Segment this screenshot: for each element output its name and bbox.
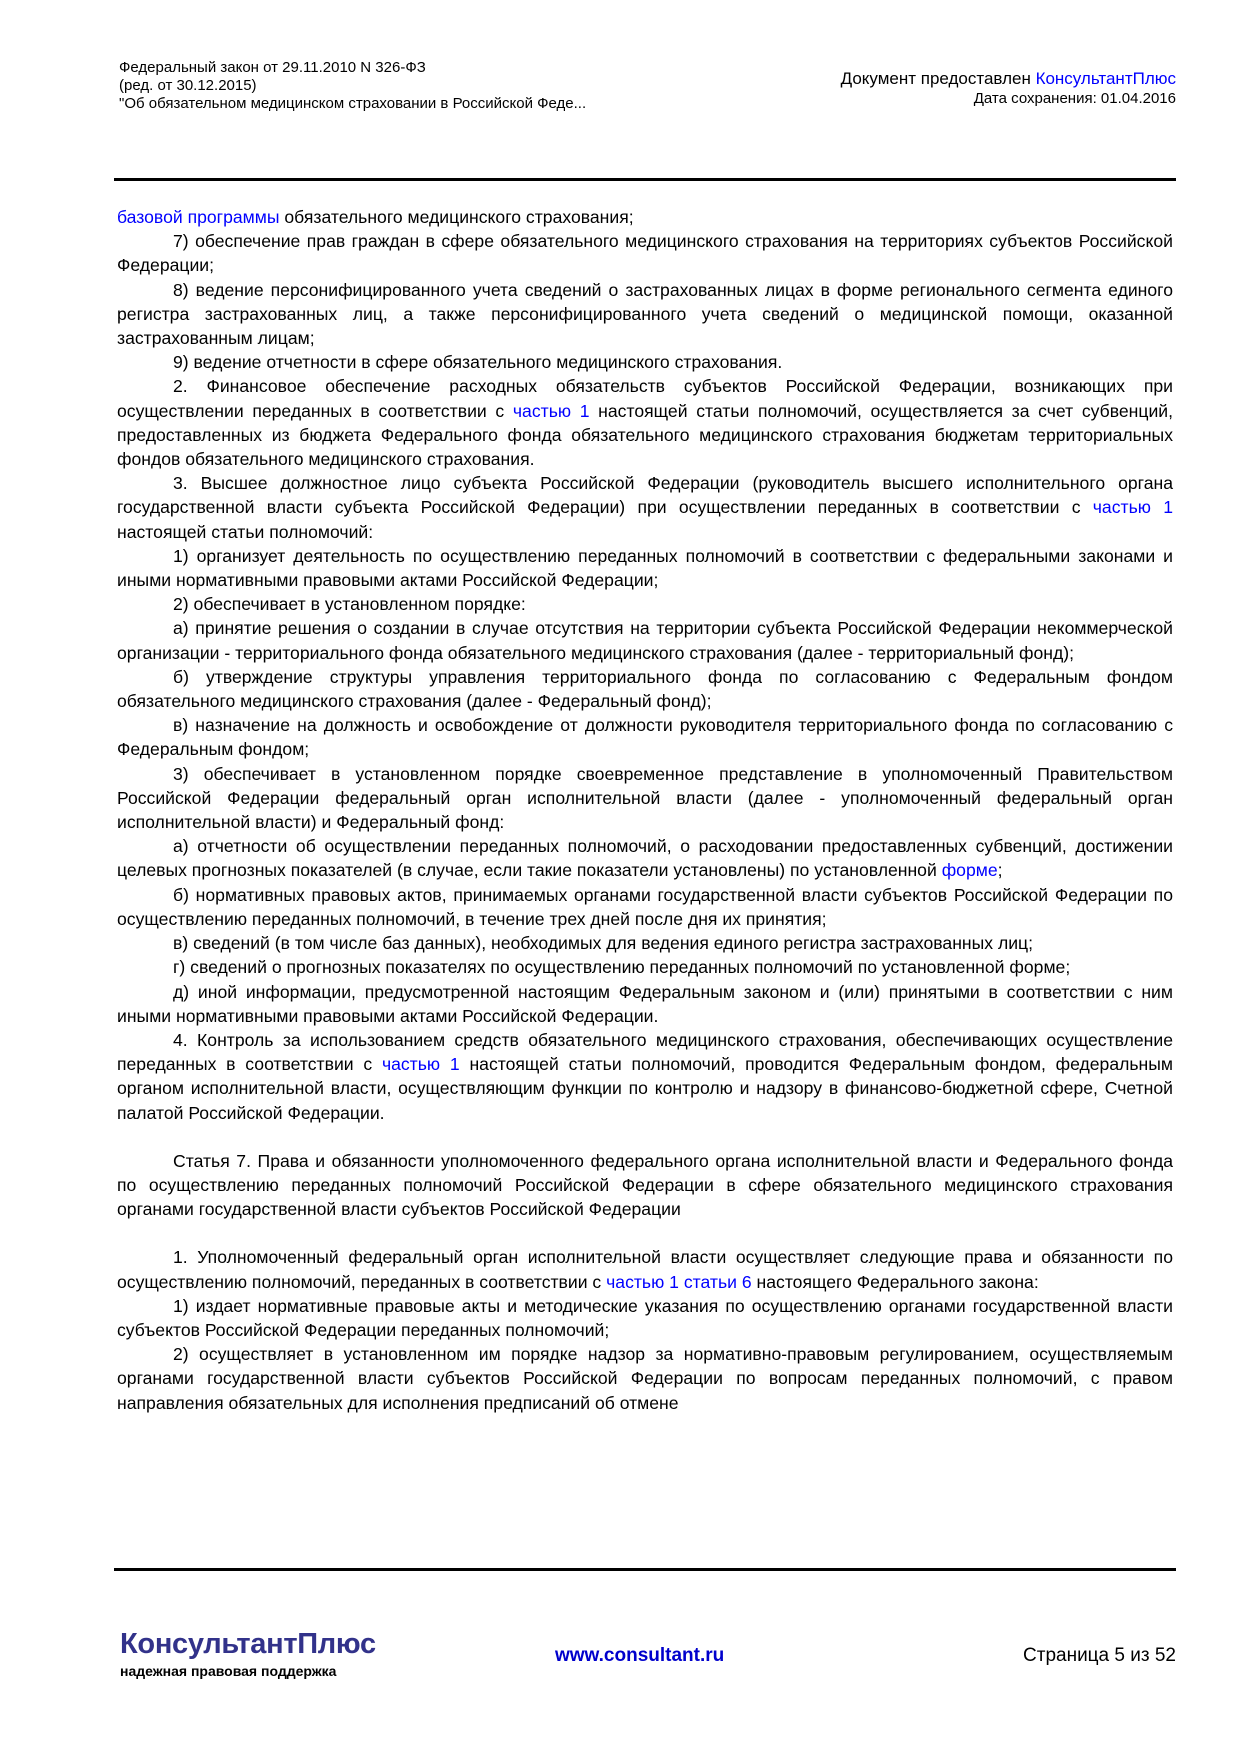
paragraph: в) сведений (в том числе баз данных), необходимых для ведения единого регистра застрахованных лиц;	[173, 933, 1034, 954]
paragraph: 3. Высшее должностное лицо субъекта Российской Федерации (руководитель высшего исполнительного органа государственной власти субъекта Российской Федерации) при осуществлении переданных в соответствии с частью 1 настоящей статьи полномочий:	[117, 473, 1173, 542]
part-1-link[interactable]: частью 1	[512, 400, 590, 421]
paragraph: 1. Уполномоченный федеральный орган исполнительной власти осуществляет следующие права и обязанности по осуществлению полномочий, переданных в соответствии с частью 1 статьи 6 настоящего Федерального закона:	[117, 1247, 1173, 1292]
part-1-link[interactable]: частью 1	[1092, 497, 1173, 518]
provider-brand-link[interactable]: КонсультантПлюс	[1035, 69, 1176, 88]
paragraph: 1) организует деятельность по осуществлению переданных полномочий в соответствии с федеральными законами и иными нормативными правовыми актами Российской Федерации;	[117, 545, 1173, 591]
paragraph: 2) осуществляет в установленном им порядке надзор за нормативно-правовым регулированием, осуществляемым органами государственной власти субъектов Российской Федерации по вопросам переданных полномочий, с правом направления обязательных для исполнения предписаний об отмене	[117, 1344, 1173, 1413]
paragraph: а) принятие решения о создании в случае отсутствия на территории субъекта Российской Федерации некоммерческой организации - территориального фонда обязательного медицинского страхования (далее - территориальный фонд);	[117, 618, 1173, 663]
part-1-link[interactable]: частью 1	[381, 1054, 460, 1075]
paragraph: в) назначение на должность и освобождение от должности руководителя территориального фонда по согласованию с Федеральным фондом;	[117, 715, 1173, 760]
logo-tagline: надежная правовая поддержка	[120, 1663, 337, 1679]
paragraph: 1) издает нормативные правовые акты и методические указания по осуществлению органами государственной власти субъектов Российской Федерации переданных полномочий;	[117, 1295, 1173, 1340]
footer-divider	[114, 1568, 1176, 1571]
paragraph: б) утверждение структуры управления территориального фонда по согласованию с Федеральным фондом обязательного медицинского страхования (далее - Федеральный фонд);	[117, 666, 1173, 712]
paragraph: 2. Финансовое обеспечение расходных обязательств субъектов Российской Федерации, возникающих при осуществлении переданных в соответствии с частью 1 настоящей статьи полномочий, осуществляется за счет субвенций, предоставленных из бюджета Федерального фонда обязательного медицинского страхования бюджетам территориальных фондов обязательного медицинского страхования.	[117, 376, 1174, 470]
article-7-heading: Статья 7. Права и обязанности уполномоченного федерального органа исполнительной власти и Федерального фонда по осуществлению переданных полномочий Российской Федерации в сфере обязательного медицинского страхования органами государственной власти субъектов Российской Федерации	[117, 1150, 1173, 1220]
header-divider	[114, 178, 1176, 181]
document-title-block	[119, 59, 586, 113]
page-number: Страница 5 из 52	[1023, 1645, 1176, 1666]
paragraph: базовой программы обязательного медицинского страхования;	[117, 207, 634, 227]
paragraph: 9) ведение отчетности в сфере обязательного медицинского страхования.	[173, 352, 783, 373]
document-title-line-2: (ред. от 30.12.2015)	[119, 77, 257, 94]
paragraph: б) нормативных правовых актов, принимаемых органами государственной власти субъектов Российской Федерации по осуществлению переданных полномочий, в течение трех дней после дня их принятия;	[117, 884, 1173, 929]
logo-brand-name: КонсультантПлюс	[120, 1628, 376, 1660]
basic-program-link[interactable]: базовой программы	[117, 207, 280, 227]
paragraph: а) отчетности об осуществлении переданных полномочий, о расходовании предоставленных субвенций, достижении целевых прогнозных показателей (в случае, если такие показатели установлены) по установленной форме;	[117, 836, 1173, 881]
provided-by-prefix: Документ предоставлен	[840, 69, 1036, 88]
document-title-line-3: "Об обязательном медицинском страховании в Российской Феде...	[119, 95, 587, 112]
website-link[interactable]: www.consultant.ru	[555, 1645, 725, 1666]
paragraph: 7) обеспечение прав граждан в сфере обязательного медицинского страхования на территориях субъектов Российской Федерации;	[117, 231, 1173, 276]
consultant-plus-logo	[120, 1628, 376, 1680]
document-body	[117, 205, 1173, 1415]
form-link[interactable]: форме	[941, 860, 998, 881]
paragraph: 2) обеспечивает в установленном порядке:	[173, 594, 526, 615]
paragraph: г) сведений о прогнозных показателях по осуществлению переданных полномочий по установленной форме;	[173, 957, 1071, 978]
paragraph: 4. Контроль за использованием средств обязательного медицинского страхования, обеспечивающих осуществление переданных в соответствии с частью 1 настоящей статьи полномочий, проводится Федеральным фондом, федеральным органом исполнительной власти, осуществляющим функции по контролю и надзору в финансово-бюджетной сфере, Счетной палатой Российской Федерации.	[117, 1029, 1174, 1123]
paragraph: 8) ведение персонифицированного учета сведений о застрахованных лицах в форме регионального сегмента единого регистра застрахованных лиц, а также персонифицированного учета сведений о медицинской помощи, оказанной застрахованным лицам;	[117, 279, 1173, 349]
provided-by	[841, 68, 1176, 89]
saved-date: Дата сохранения: 01.04.2016	[973, 90, 1176, 107]
provider-block	[841, 68, 1176, 108]
paragraph: д) иной информации, предусмотренной настоящим Федеральным законом и (или) принятыми в соответствии с ним иными нормативными правовыми актами Российской Федерации.	[117, 981, 1173, 1026]
document-title-line-1: Федеральный закон от 29.11.2010 N 326-ФЗ	[119, 59, 426, 76]
paragraph: 3) обеспечивает в установленном порядке своевременное представление в уполномоченный Правительством Российской Федерации федеральный орган исполнительной власти (далее - уполномоченный федеральный орган исполнительной власти) и Федеральный фонд:	[117, 763, 1173, 833]
part-1-article-6-link[interactable]: частью 1 статьи 6	[606, 1271, 752, 1292]
